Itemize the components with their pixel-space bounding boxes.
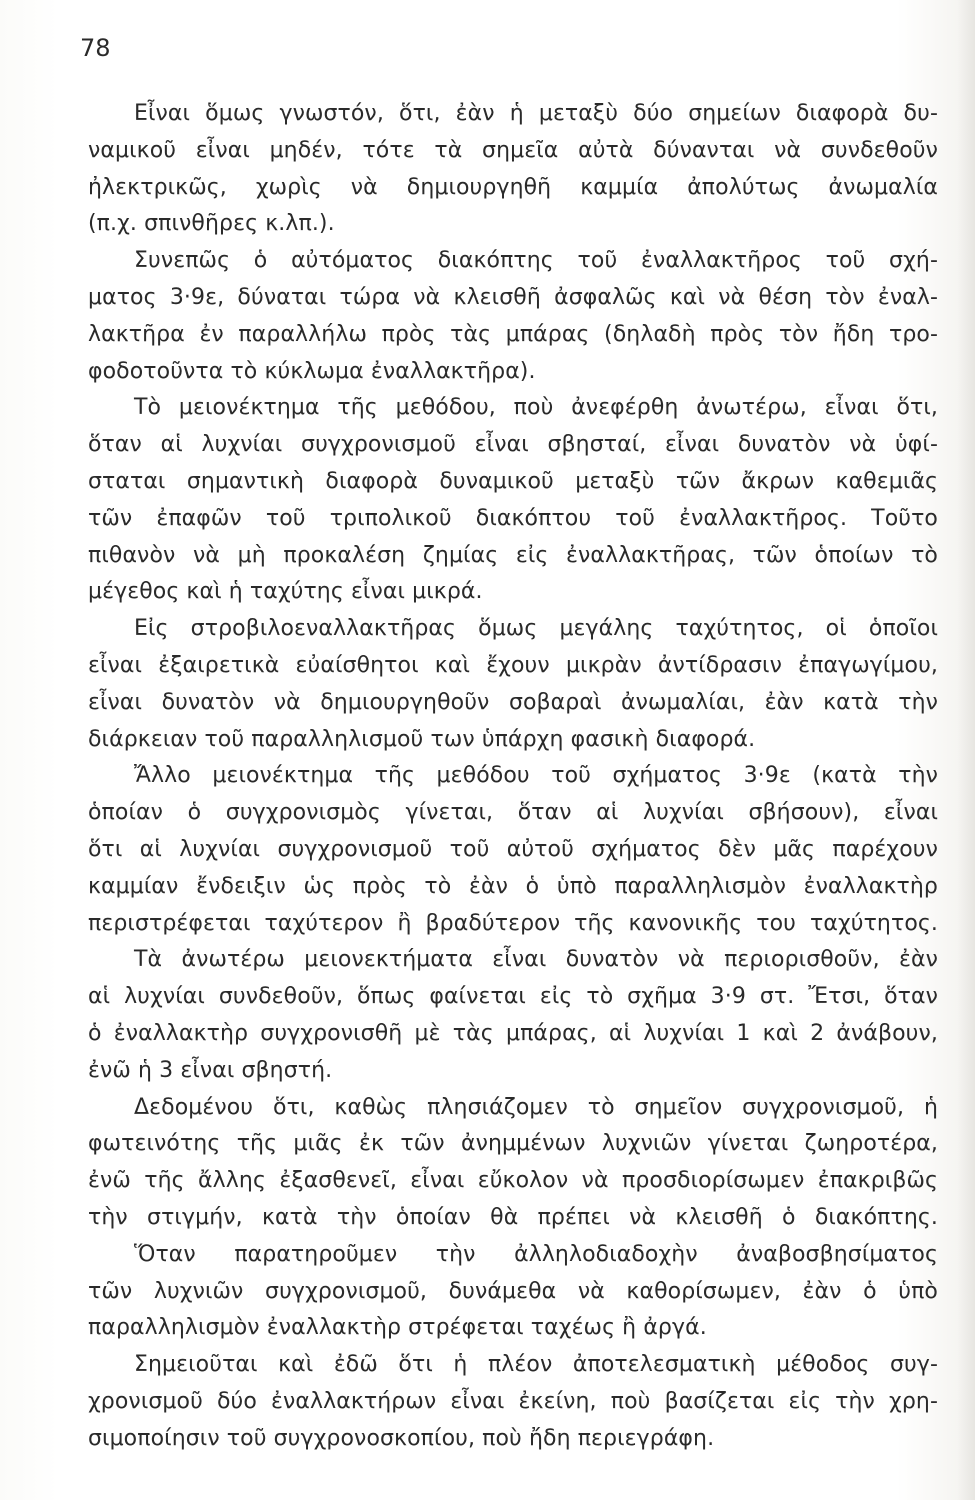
paragraph <box>88 1237 938 1347</box>
text-line: τὴν στιγμήν, κατὰ τὴν ὁποίαν θὰ πρέπει νὰ κλεισθῆ ὁ διακόπτης. <box>88 1204 938 1230</box>
text-line: Τὰ ἀνωτέρω μειονεκτήματα εἶναι δυνατὸν νὰ περιορισθοῦν, ἐὰν <box>134 947 938 973</box>
text-line: τῶν λυχνιῶν συγχρονισμοῦ, δυνάμεθα νὰ καθορίσωμεν, ἐὰν ὁ ὑπὸ <box>88 1278 938 1304</box>
paragraph <box>88 243 938 390</box>
text-line: (π.χ. σπινθῆρες κ.λπ.). <box>88 211 335 237</box>
paragraph <box>88 942 938 1089</box>
text-line: χρονισμοῦ δύο ἐναλλακτήρων εἶναι ἐκείνη, ποὺ βασίζεται εἰς τὴν χρη- <box>88 1388 938 1414</box>
text-line: Δεδομένου ὅτι, καθὼς πλησιάζομεν τὸ σημεῖον συγχρονισμοῦ, ἡ <box>134 1094 938 1120</box>
text-line: Τὸ μειονέκτημα τῆς μεθόδου, ποὺ ἀνεφέρθη ἀνωτέρω, εἶναι ὅτι, <box>134 395 938 421</box>
text-line: παραλληλισμὸν ἐναλλακτὴρ στρέφεται ταχέως ἢ ἀργά. <box>88 1315 707 1341</box>
text-line: ὅταν αἱ λυχνίαι συγχρονισμοῦ εἶναι σβησταί, εἶναι δυνατὸν νὰ ὑφί- <box>88 432 938 458</box>
text-line: ἐνῶ ἡ 3 εἶναι σβηστή. <box>88 1057 333 1083</box>
text-line: ἐνῶ τῆς ἄλλης ἐξασθενεῖ, εἶναι εὔκολον νὰ προσδιορίσωμεν ἐπακριβῶς <box>88 1168 938 1194</box>
text-line: καμμίαν ἔνδειξιν ὡς πρὸς τὸ ἐὰν ὁ ὑπὸ παραλληλισμὸν ἐναλλακτὴρ <box>88 873 938 899</box>
text-line: ὅτι αἱ λυχνίαι συγχρονισμοῦ τοῦ αὐτοῦ σχήματος δὲν μᾶς παρέχουν <box>88 836 938 862</box>
text-line: περιστρέφεται ταχύτερον ἢ βραδύτερον τῆς κανονικῆς του ταχύτητος. <box>88 910 938 936</box>
text-line: εἶναι ἐξαιρετικὰ εὐαίσθητοι καὶ ἔχουν μικρὰν ἀντίδρασιν ἐπαγωγίμου, <box>88 652 938 678</box>
text-line: Συνεπῶς ὁ αὐτόματος διακόπτης τοῦ ἐναλλακτῆρος τοῦ σχή- <box>134 248 938 274</box>
paragraph <box>88 758 938 942</box>
text-line: ὁποίαν ὁ συγχρονισμὸς γίνεται, ὅταν αἱ λυχνίαι σβήσουν), εἶναι <box>88 800 938 826</box>
paragraph <box>88 1090 938 1237</box>
page-number: 78 <box>80 34 111 62</box>
text-line: πιθανὸν νὰ μὴ προκαλέση ζημίας εἰς ἐναλλακτῆρας, τῶν ὁποίων τὸ <box>88 542 938 568</box>
text-line: τῶν ἐπαφῶν τοῦ τριπολικοῦ διακόπτου τοῦ ἐναλλακτῆρος. Τοῦτο <box>88 505 938 531</box>
page-edge-shadow <box>957 0 975 1500</box>
text-line: σταται σημαντικὴ διαφορὰ δυναμικοῦ μεταξὺ τῶν ἄκρων καθεμιᾶς <box>88 468 938 494</box>
text-line: ναμικοῦ εἶναι μηδέν, τότε τὰ σημεῖα αὐτὰ δύνανται νὰ συνδεθοῦν <box>88 137 938 163</box>
text-line: μέγεθος καὶ ἡ ταχύτης εἶναι μικρά. <box>88 579 483 605</box>
text-line: ἠλεκτρικῶς, χωρὶς νὰ δημιουργηθῆ καμμία ἀπολύτως ἀνωμαλία <box>88 174 938 200</box>
text-line: Ὅταν παρατηροῦμεν τὴν ἀλληλοδιαδοχὴν ἀναβοσβησίματος <box>134 1241 938 1267</box>
paragraph <box>88 611 938 758</box>
paragraph <box>88 390 938 611</box>
text-line: Εἶναι ὅμως γνωστόν, ὅτι, ἐὰν ἡ μεταξὺ δύο σημείων διαφορὰ δυ- <box>134 101 938 126</box>
paragraph <box>88 1347 938 1457</box>
text-line: αἱ λυχνίαι συνδεθοῦν, ὅπως φαίνεται εἰς τὸ σχῆμα 3·9 στ. Ἔτσι, ὅταν <box>88 984 938 1010</box>
text-line: Ἄλλο μειονέκτημα τῆς μεθόδου τοῦ σχήματος 3·9ε (κατὰ τὴν <box>134 763 938 789</box>
text-line: Σημειοῦται καὶ ἐδῶ ὅτι ἡ πλέον ἀποτελεσματικὴ μέθοδος συγ- <box>134 1352 938 1378</box>
text-line: ματος 3·9ε, δύναται τώρα νὰ κλεισθῆ ἀσφαλῶς καὶ νὰ θέση τὸν ἐναλ- <box>88 284 938 310</box>
text-line: φωτεινότης τῆς μιᾶς ἐκ τῶν ἀνημμένων λυχνιῶν γίνεται ζωηροτέρα, <box>88 1131 938 1157</box>
paragraph <box>88 96 938 243</box>
text-line: διάρκειαν τοῦ παραλληλισμοῦ των ὑπάρχη φασικὴ διαφορά. <box>88 726 756 752</box>
text-line: φοδοτοῦντα τὸ κύκλωμα ἐναλλακτῆρα). <box>88 358 536 384</box>
text-line: λακτῆρα ἐν παραλλήλω πρὸς τὰς μπάρας (δηλαδὴ πρὸς τὸν ἤδη τρο- <box>88 321 938 347</box>
text-line: ὁ ἐναλλακτὴρ συγχρονισθῆ μὲ τὰς μπάρας, αἱ λυχνίαι 1 καὶ 2 ἀνάβουν, <box>88 1020 938 1046</box>
text-line: εἶναι δυνατὸν νὰ δημιουργηθοῦν σοβαραὶ ἀνωμαλίαι, ἐὰν κατὰ τὴν <box>88 689 938 715</box>
body-text <box>88 96 938 1457</box>
text-line: Εἰς στροβιλοεναλλακτῆρας ὅμως μεγάλης ταχύτητος, οἱ ὁποῖοι <box>134 616 938 642</box>
text-line: σιμοποίησιν τοῦ συγχρονοσκοπίου, ποὺ ἤδη περιεγράφη. <box>88 1425 715 1451</box>
